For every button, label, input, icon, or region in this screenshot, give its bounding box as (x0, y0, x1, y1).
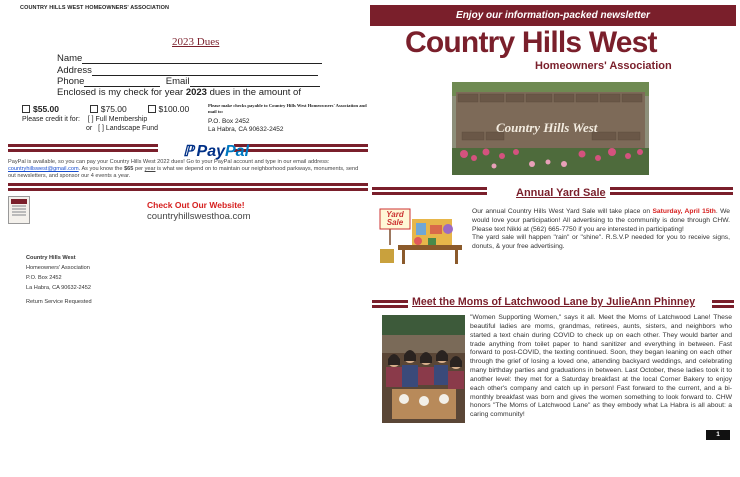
address-line (57, 65, 318, 76)
address-label: Address (57, 65, 92, 76)
email-label: Email (165, 76, 190, 87)
phone-input-line[interactable] (84, 78, 160, 87)
masthead-subtitle: Homeowners' Association (535, 60, 672, 72)
paypal-icon: ℙ (183, 143, 194, 160)
yard-sale-illustration (378, 205, 466, 267)
return-line-2: P.O. Box 2452 (26, 275, 62, 281)
moms-body: "Women Supporting Women," says it all. Meet the Moms of Latchwood Lane! These beautiful ladies are moms, grandmas, retirees, aunts, sisters, and neighbors who started a text chain during COVID to check up on each other. They would barter and trade anything from toilet paper to hand sanitizer and everything in between. Fast forward to post-COVID, the texting continued. Soon, they began leaning on each other through the grief of losing a loved one, attending backyard weddings, and celebrating many birthday parties and graduations in between. Last October, these ladies took it to another level: they met for a Saturday breakfast at the local Corner Bakery to enjoy each other's company and catch up in person! Fast forward to the current, and a bi-monthly breakfast was born and gives the women something to look forward to. CHW honors "The Moms of Latchwood Lane" as they embody what La Habra is all about: a caring community! (470, 314, 732, 419)
header-label: COUNTRY HILLS WEST HOMEOWNERS' ASSOCIATION (20, 5, 170, 11)
divider-moms-left (372, 300, 408, 309)
dues-title: 2023 Dues (172, 36, 220, 48)
checkbox[interactable] (90, 105, 98, 113)
email-input-line[interactable] (190, 78, 320, 87)
newsletter-thumbnail (8, 196, 30, 224)
page-number: 1 (706, 430, 730, 440)
divider-left-b (234, 144, 368, 153)
return-service: Return Service Requested (26, 299, 92, 305)
monument-photo (452, 82, 649, 175)
checkbox[interactable] (22, 105, 30, 113)
mail-city: La Habra, CA 90632-2452 (208, 126, 284, 133)
enclosed-year: 2023 (185, 87, 207, 98)
return-name: Country Hills West (26, 255, 76, 261)
name-line (57, 53, 322, 64)
phone-label: Phone (57, 76, 85, 87)
amount-option-55[interactable]: $55.00 (22, 104, 59, 114)
or-label: or (86, 125, 93, 132)
banner: Enjoy our information-packed newsletter (370, 5, 736, 26)
website-url[interactable]: countryhillswesthoa.com (147, 211, 251, 222)
return-address (26, 253, 91, 293)
name-label: Name (57, 53, 83, 64)
credit-options (22, 115, 158, 133)
masthead-title: Country Hills West (405, 26, 657, 59)
paypal-logo[interactable]: ℙ PayPal (183, 143, 250, 160)
payable-note: Please make checks payable to Country Hills West Homeowners' Association and mail to: (208, 103, 367, 114)
website-title: Check Out Our Website! (147, 200, 245, 210)
enclosed-prefix: Enclosed is my check for year (57, 87, 186, 98)
divider-left-c (8, 183, 368, 192)
address-input-line[interactable] (92, 67, 318, 76)
yard-sale-p2: The yard sale will happen "rain" or "shine". R.S.V.P needed for you to receive signs, donuts, & your free advertising. (472, 234, 730, 251)
yard-sale-heading: Annual Yard Sale (516, 187, 606, 199)
divider-left-a (8, 144, 158, 153)
credit-label: Please credit it for: (22, 116, 80, 123)
full-membership-option[interactable]: [ ] Full Membership (87, 116, 148, 123)
amount-options (22, 104, 189, 114)
landscape-fund-option[interactable]: [ ] Landscape Fund (98, 125, 159, 132)
divider-moms-right (712, 300, 734, 309)
divider-yard-right (610, 187, 733, 196)
enclosed-suffix: dues in the amount of (206, 87, 301, 98)
moms-heading: Meet the Moms of Latchwood Lane by JulieAnn Phinney (412, 296, 696, 308)
mail-address (208, 118, 284, 134)
name-input-line[interactable] (82, 55, 322, 64)
paypal-email-link[interactable]: countryhillswest@gmail.com (8, 166, 79, 173)
phone-email-line (57, 76, 320, 87)
monument-sign-text: Country Hills West (496, 120, 598, 135)
divider-yard-left (372, 187, 487, 196)
yard-sale-sign: Yard Sale (386, 210, 404, 227)
return-line-1: Homeowners' Association (26, 265, 90, 271)
checkbox[interactable] (148, 105, 156, 113)
mail-po-box: P.O. Box 2452 (208, 118, 250, 125)
amount-option-75[interactable]: $75.00 (90, 104, 127, 114)
paypal-text: PayPal is available, so you can pay your Country Hills West 2022 dues! Go to your PayPal account and type in our email address: countryhillswest@gmail.com. As you know the $65 per year is what we depend on to maintain our neighborhood parkways, monuments, send out newsletters, and sponsor our 4 events a year. (8, 159, 359, 180)
amount-option-100[interactable]: $100.00 (148, 104, 190, 114)
yard-sale-body: Our annual Country Hills West Yard Sale will take place on Saturday, April 15th. We would love your participation! All advertising to the community is done through CHW. Please text Nikki at (562) 665-7750 if you are interested in participating! The yard sale will happen "rain" or "shine". R.S.V.P needed for you to receive signs, donuts, & your free advertising. (472, 208, 730, 251)
return-line-3: La Habra, CA 90632-2452 (26, 285, 91, 291)
moms-photo (382, 315, 465, 423)
enclosed-line (57, 87, 301, 98)
